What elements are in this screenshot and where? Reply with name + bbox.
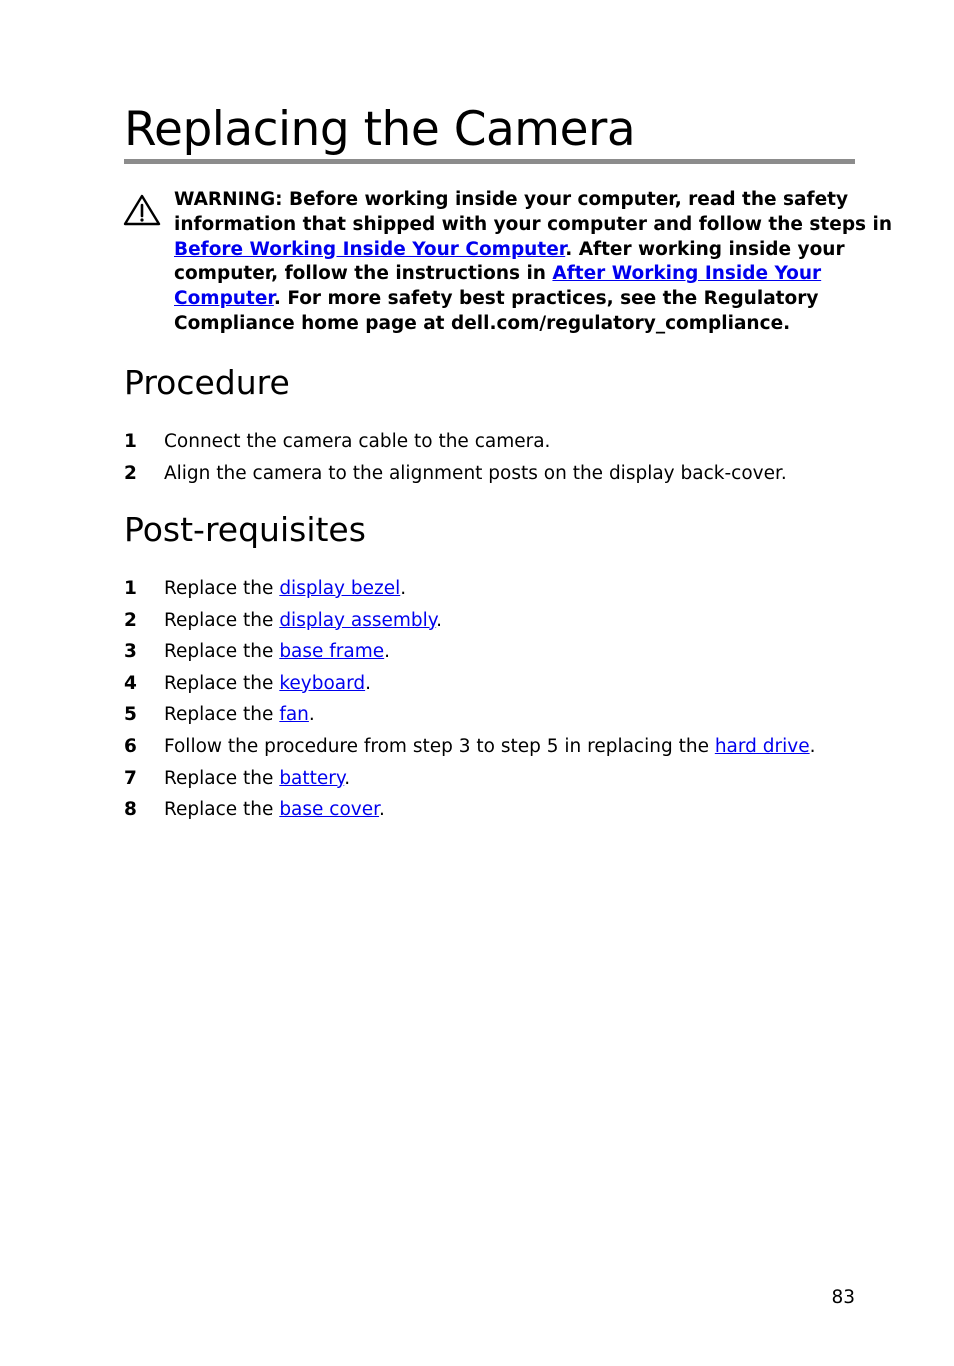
base-cover-link[interactable]: base cover [279,799,380,821]
base-frame-link[interactable]: base frame [279,641,385,663]
procedure-steps [124,426,787,489]
fan-link[interactable]: fan [279,704,309,726]
warning-line: Compliance home page at dell.com/regulatory_compliance. [174,312,791,334]
postrequisite-step: 2 Replace the display assembly. [124,605,816,637]
step-number: 4 [124,672,137,694]
display-bezel-link[interactable]: display bezel [279,578,401,599]
step-text: Connect the camera cable to the camera. [164,431,551,452]
postrequisite-step: 4 Replace the keyboard. [124,668,816,700]
step-number: 6 [124,735,137,757]
procedure-heading: Procedure [124,363,290,402]
step-number: 7 [124,767,137,789]
warning-line: computer, follow the instructions in After Working Inside Your [174,263,822,285]
step-number: 1 [124,431,137,452]
step-number: 2 [124,609,137,631]
warning-line: WARNING: Before working inside your computer, read the safety [174,189,849,210]
display-assembly-link[interactable]: display assembly [279,609,437,631]
postrequisite-step: 5 Replace the fan. [124,699,816,731]
step-number: 5 [124,704,137,726]
procedure-step [124,458,787,490]
step-number: 1 [124,578,137,599]
page-number: 83 [831,1287,855,1308]
warning-line: Before Working Inside Your Computer. After working inside your [174,238,845,260]
warning-message [174,188,893,337]
title-underline [124,159,855,164]
postrequisite-step: 8 Replace the base cover. [124,794,816,826]
warning-line: Computer. For more safety best practices, see the Regulatory [174,288,819,310]
step-number: 2 [124,462,137,484]
warning-triangle-icon [122,193,162,227]
warning-line: information that shipped with your computer and follow the steps in [174,213,893,235]
hard-drive-link[interactable]: hard drive [714,735,810,757]
after-working-link-continued[interactable]: Computer [174,288,274,310]
procedure-step [124,426,787,458]
postrequisite-step: 6 Follow the procedure from step 3 to step 5 in replacing the hard drive. [124,731,816,763]
step-text: Align the camera to the alignment posts on the display back-cover. [164,462,787,484]
postrequisite-step: 7 Replace the battery. [124,763,816,795]
postrequisite-step: 1 Replace the display bezel. [124,573,816,605]
postrequisites-heading: Post-requisites [124,510,366,549]
postrequisite-step: 3 Replace the base frame. [124,636,816,668]
before-working-link[interactable]: Before Working Inside Your Computer [174,238,566,260]
battery-link[interactable]: battery [279,767,345,789]
after-working-link[interactable]: After Working Inside Your [552,263,822,285]
step-number: 8 [124,799,137,821]
step-number: 3 [124,641,137,663]
page-title: Replacing the Camera [124,102,636,157]
keyboard-link[interactable]: keyboard [279,672,366,694]
postrequisites-steps [124,573,816,826]
